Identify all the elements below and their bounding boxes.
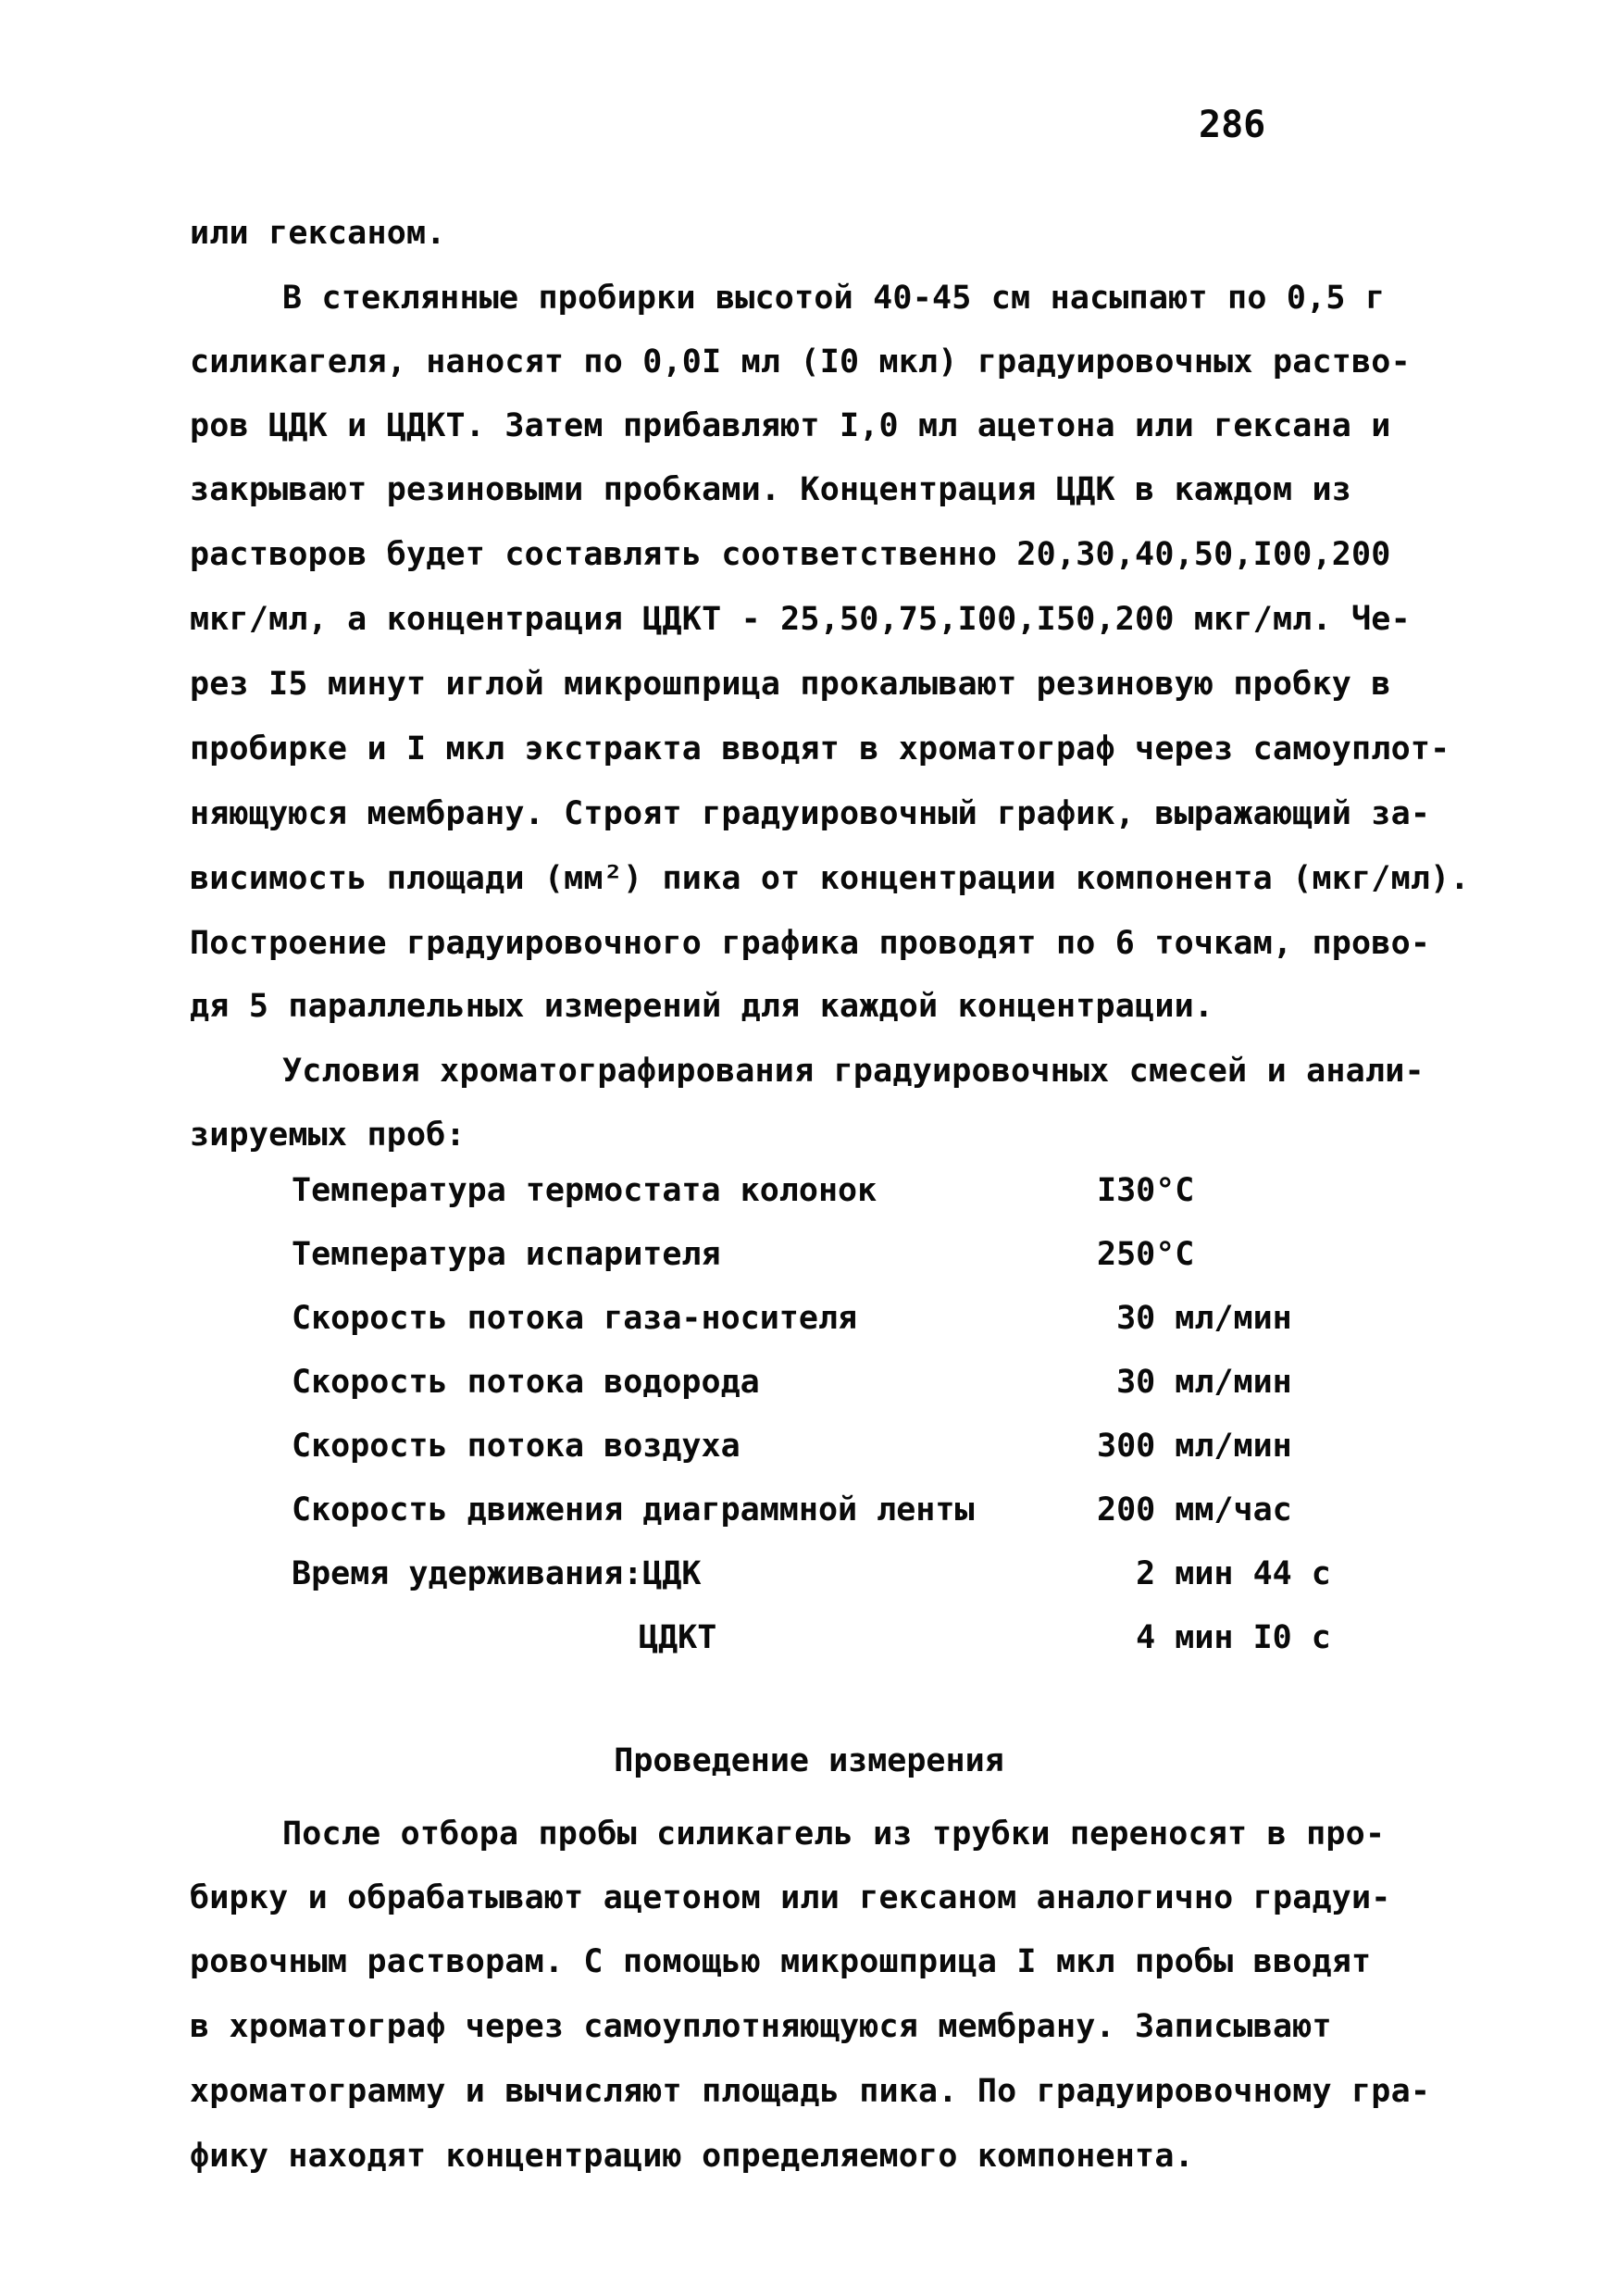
text-line: бирку и обрабатывают ацетоном или гексаном аналогично градуи- (190, 1879, 1391, 1916)
text-line: После отбора пробы силикагель из трубки переносят в про- (282, 1816, 1386, 1853)
section-heading: Проведение измерения (614, 1742, 1004, 1779)
text-line: фику находят концентрацию определяемого компонента. (190, 2138, 1194, 2175)
text-line: в хроматограф через самоуплотняющуюся мембрану. Записывают (190, 2008, 1332, 2045)
condition-value: 4 мин I0 с (1097, 1619, 1331, 1656)
condition-row (292, 1360, 1402, 1424)
condition-row (292, 1296, 1402, 1360)
text-line: закрывают резиновыми пробками. Концентрация ЦДК в каждом из (190, 471, 1352, 508)
text-line: висимость площади (мм²) пика от концентрации компонента (мкг/мл). (190, 860, 1470, 897)
text-line: пробирке и I мкл экстракта вводят в хроматограф через самоуплот- (190, 730, 1450, 767)
text-line: рез I5 минут иглой микрошприца прокалывают резиновую пробку в (190, 666, 1391, 703)
text-line: Условия хроматографирования градуировочных смесей и анали- (282, 1053, 1425, 1090)
condition-row (292, 1552, 1402, 1616)
text-line: Построение градуировочного графика проводят по 6 точкам, прово- (190, 925, 1431, 962)
text-line: мкг/мл, а концентрация ЦДКТ - 25,50,75,I00,I50,200 мкг/мл. Че- (190, 601, 1411, 638)
condition-value: 2 мин 44 с (1097, 1555, 1331, 1592)
condition-value: 200 мм/час (1097, 1491, 1292, 1529)
condition-label: Время удерживания:ЦДК (292, 1555, 702, 1592)
page-number: 286 (1199, 104, 1266, 146)
text-line: или гексаном. (190, 215, 446, 252)
text-line: няющуюся мембрану. Строят градуировочный график, выражающий за- (190, 795, 1431, 832)
condition-label: Скорость потока газа-носителя (292, 1300, 858, 1337)
condition-label: Температура испарителя (292, 1236, 721, 1273)
condition-value: 300 мл/мин (1097, 1428, 1292, 1465)
condition-label: Температура термостата колонок (292, 1172, 877, 1209)
condition-label: Скорость движения диаграммной ленты (292, 1491, 975, 1529)
text-line: зируемых проб: (190, 1117, 466, 1154)
condition-label: Скорость потока воздуха (292, 1428, 741, 1465)
condition-value: 250°C (1097, 1236, 1195, 1273)
condition-row (292, 1488, 1402, 1552)
condition-value: I30°C (1097, 1172, 1195, 1209)
text-line: ровочным растворам. С помощью микрошприца I мкл пробы вводят (190, 1943, 1372, 1980)
text-line: В стеклянные пробирки высотой 40-45 см насыпают по 0,5 г (282, 280, 1386, 317)
condition-value: 30 мл/мин (1097, 1300, 1292, 1337)
text-line: растворов будет составлять соответственно 20,30,40,50,I00,200 (190, 536, 1391, 573)
text-line: силикагеля, наносят по 0,0I мл (I0 мкл) градуировочных раство- (190, 343, 1411, 381)
condition-value: 30 мл/мин (1097, 1364, 1292, 1401)
condition-row (292, 1168, 1402, 1232)
condition-row (292, 1424, 1402, 1488)
condition-label: Скорость потока водорода (292, 1364, 760, 1401)
condition-row (292, 1616, 1402, 1679)
text-line: дя 5 параллельных измерений для каждой концентрации. (190, 988, 1214, 1025)
text-line: хроматограмму и вычисляют площадь пика. По градуировочному гра- (190, 2073, 1431, 2110)
condition-label: ЦДКТ (639, 1619, 717, 1656)
text-line: ров ЦДК и ЦДКТ. Затем прибавляют I,0 мл ацетона или гексана и (190, 407, 1391, 444)
condition-row (292, 1232, 1402, 1296)
conditions-list (292, 1168, 1402, 1679)
